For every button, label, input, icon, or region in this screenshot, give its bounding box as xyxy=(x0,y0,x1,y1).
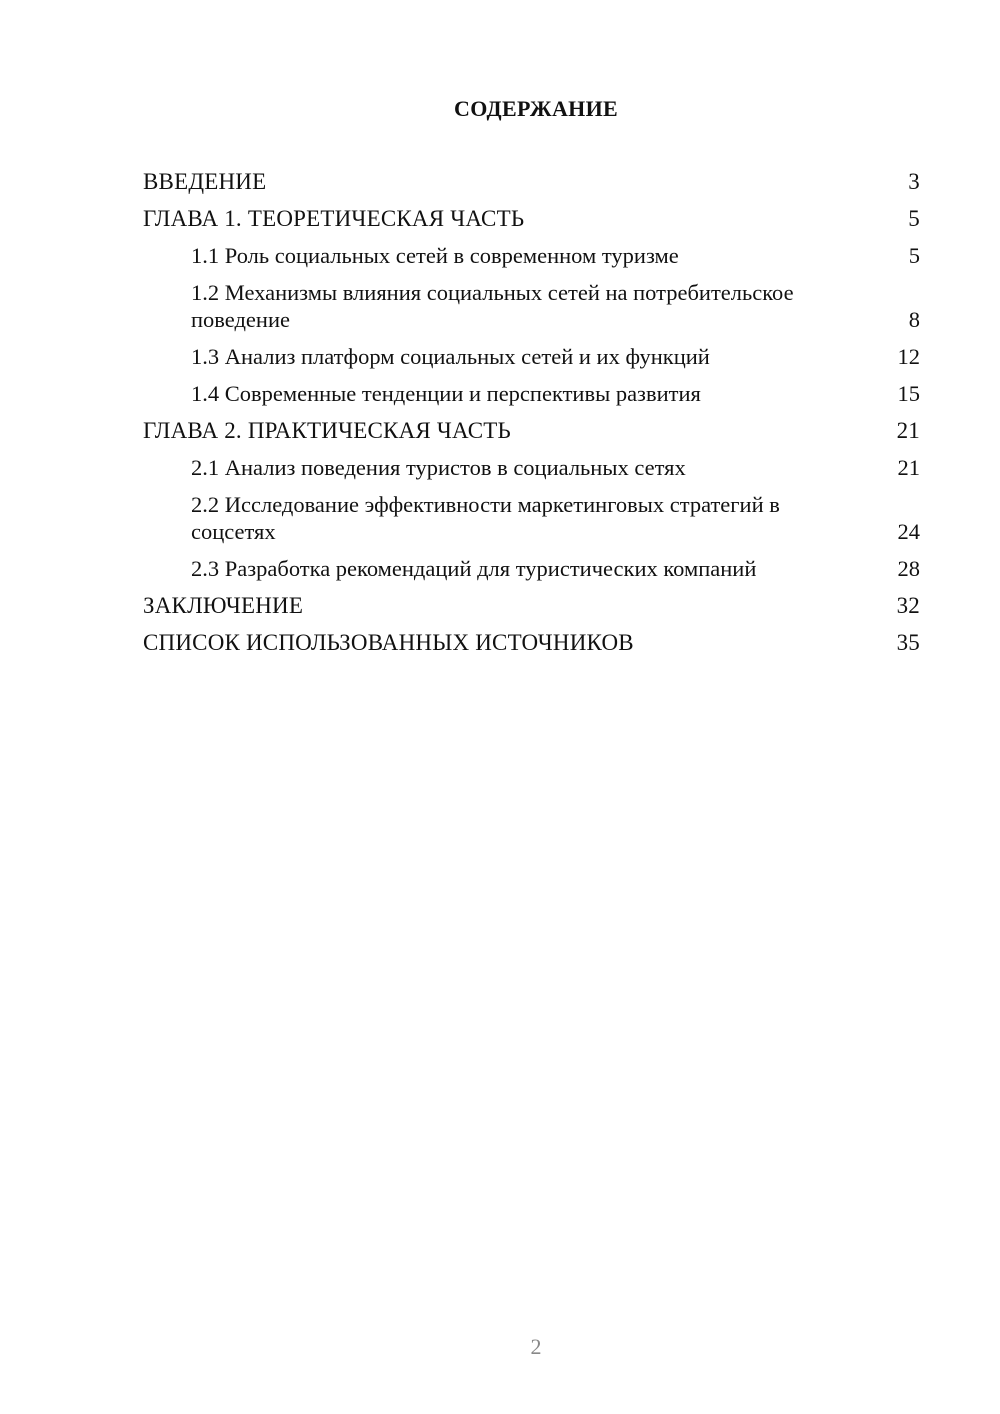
toc-entry-label: 1.1 Роль социальных сетей в современном туризме xyxy=(191,243,679,268)
toc-entry-page: 15 xyxy=(897,381,920,406)
toc-entry-label: ГЛАВА 2. ПРАКТИЧЕСКАЯ ЧАСТЬ xyxy=(143,418,511,443)
toc-entry-page: 5 xyxy=(908,206,920,231)
toc-entry-section-2-3 xyxy=(143,555,920,582)
toc-title: СОДЕРЖАНИЕ xyxy=(454,96,618,121)
toc-entry-label: 1.4 Современные тенденции и перспективы развития xyxy=(191,381,701,406)
page-number: 2 xyxy=(530,1334,542,1359)
toc-entry-page: 3 xyxy=(908,169,920,194)
toc-entry-label: 2.3 Разработка рекомендаций для туристических компаний xyxy=(191,556,757,581)
toc-entry-label: ЗАКЛЮЧЕНИЕ xyxy=(143,593,304,618)
toc-entry-page: 28 xyxy=(897,556,920,581)
toc-entry-page: 5 xyxy=(908,243,920,268)
toc-entry-label: СПИСОК ИСПОЛЬЗОВАННЫХ ИСТОЧНИКОВ xyxy=(143,630,634,655)
toc-entry-page: 21 xyxy=(897,455,920,480)
toc-entry-page: 24 xyxy=(897,519,920,544)
toc-entry-conclusion xyxy=(143,592,920,619)
toc-entry-chapter-2 xyxy=(143,417,920,444)
toc-entry-page: 35 xyxy=(896,630,920,655)
toc-entry-page: 32 xyxy=(896,593,920,618)
toc-entry-section-1-2 xyxy=(143,279,920,333)
toc-entry-introduction xyxy=(143,168,920,195)
toc-entry-label: 1.3 Анализ платформ социальных сетей и их функций xyxy=(191,344,710,369)
table-of-contents xyxy=(143,168,920,666)
toc-entry-section-1-4 xyxy=(143,380,920,407)
toc-entry-section-2-2 xyxy=(143,491,920,545)
toc-entry-section-1-3 xyxy=(143,343,920,370)
toc-entry-section-2-1 xyxy=(143,454,920,481)
toc-entry-label: 2.2 Исследование эффективности маркетинговых стратегий в соцсетях xyxy=(191,492,780,544)
toc-entry-label: 2.1 Анализ поведения туристов в социальных сетях xyxy=(191,455,686,480)
toc-entry-label: 1.2 Механизмы влияния социальных сетей на потребительское поведение xyxy=(191,280,794,332)
toc-entry-page: 8 xyxy=(908,307,920,332)
toc-entry-label: ВВЕДЕНИЕ xyxy=(143,169,267,194)
toc-entry-chapter-1 xyxy=(143,205,920,232)
toc-entry-page: 12 xyxy=(897,344,920,369)
toc-entry-references xyxy=(143,629,920,656)
toc-entry-page: 21 xyxy=(896,418,920,443)
toc-entry-section-1-1 xyxy=(143,242,920,269)
toc-entry-label: ГЛАВА 1. ТЕОРЕТИЧЕСКАЯ ЧАСТЬ xyxy=(143,206,525,231)
